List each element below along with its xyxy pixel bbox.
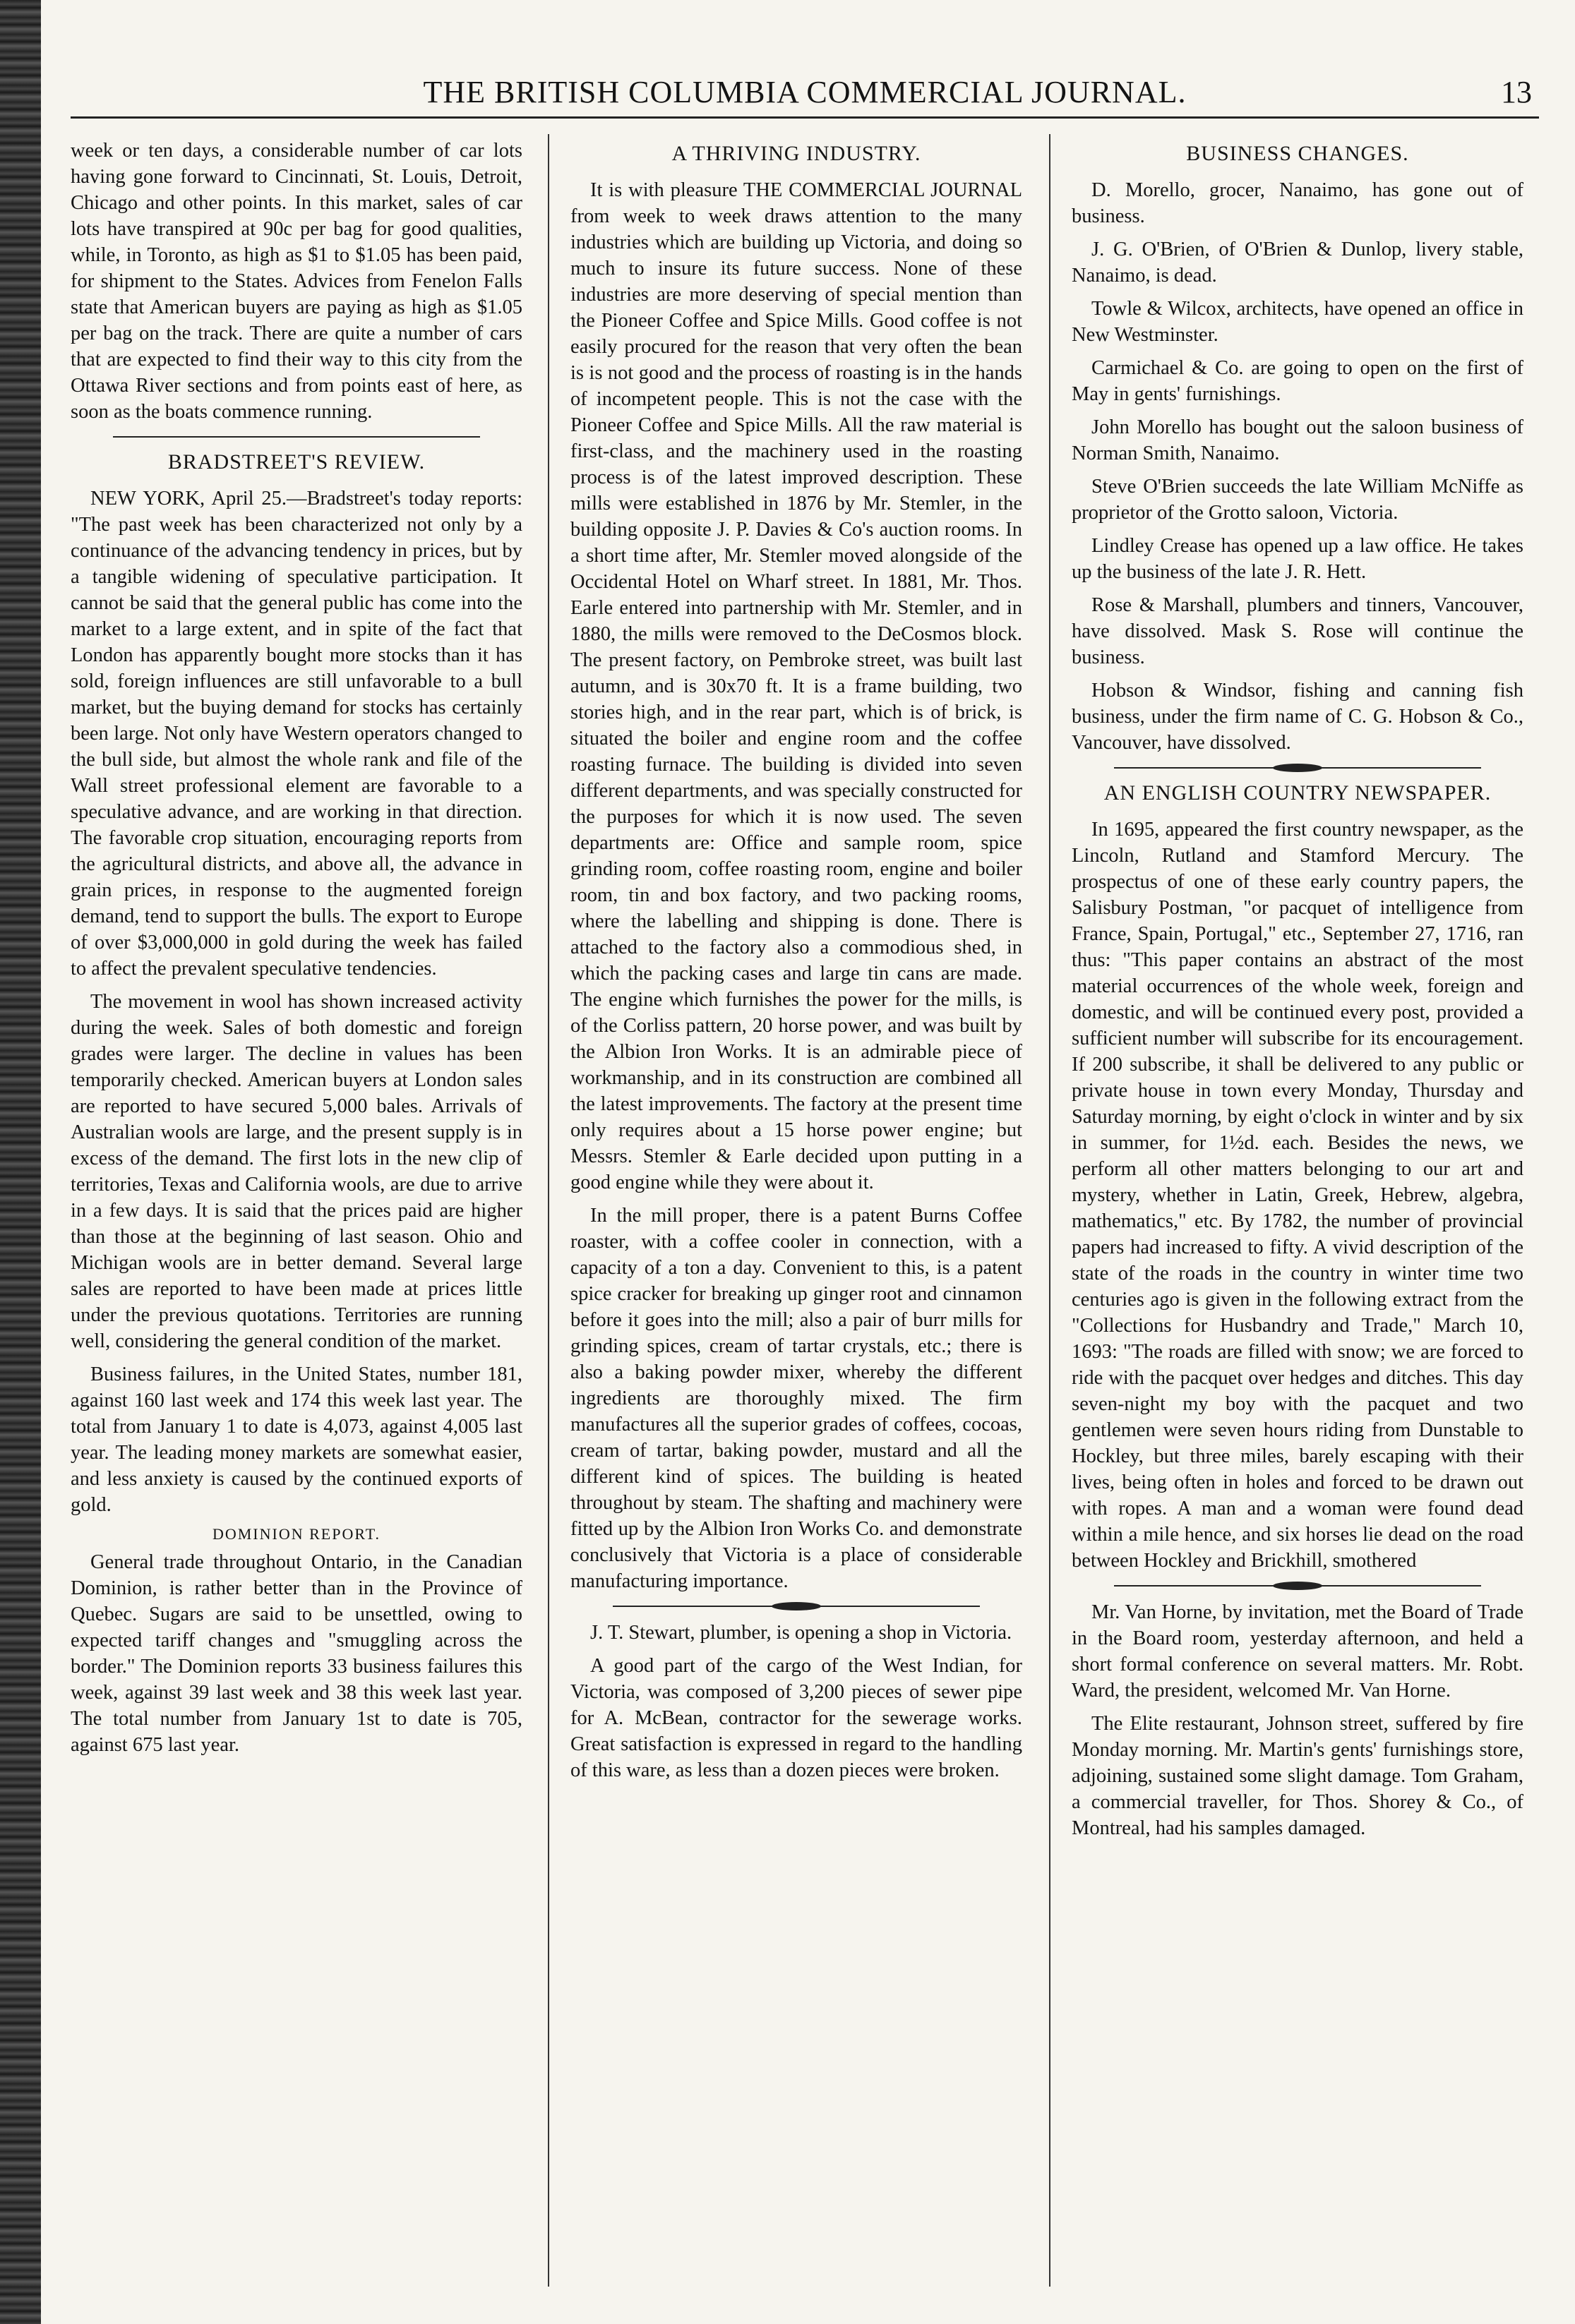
thriving-paragraph-2: In the mill proper, there is a patent Burns Coffee roaster, with a coffee cooler in connection, with a capacity of a ton a day. Convenient to this, is a patent spice cracker for breaking up ginger root and cinnamon before it goes into the mill; also a pair of burr mills for grinding spices, cream of tartar crystals, etc.; there is also a baking powder mixer, whereby the different ingredients are thoroughly mixed. The firm manufactures all the superior grades of coffees, cocoas, cream of tartar, baking powder, mustard and all the different kind of spices. The building is heated throughout by steam. The shafting and machinery were fitted up by the Albion Iron Works Co. and demonstrate conclusively that Victoria is a place of considerable manufacturing importance. bbox=[570, 1205, 1022, 1592]
potato-market-paragraph: week or ten days, a considerable number of car lots having gone forward to Cincinnati, St. Louis, Detroit, Chicago and other points. In this market, sales of car lots have transpired at 90c per bag for good qualities, while, in Toronto, as high as $1 to $1.05 has been paid, for shipment to the States. Advices from Fenelon Falls state that American buyers are paying as high as $1.05 per bag on the track. There are quite a number of cars that are expected to find their way to this city from the Ottawa River sections and from points east of here, as soon as the boats commence running. bbox=[71, 140, 522, 423]
heading-business-changes: BUSINESS CHANGES. bbox=[1186, 142, 1409, 165]
bradstreet-paragraph-1: NEW YORK, April 25.—Bradstreet's today reports: "The past week has been characterized not only by a continuance of the advancing tendency in prices, but by a tangible widening of speculative participation. It cannot be said that the general public has come into the market to a large extent, and in spite of the fact that London has apparently bought more stocks than it has sold, foreign influences are still unfavorable to a bull market, but the buying demand for stocks has certainly been large. Not only have Western operators changed to the bull side, but almost the whole rank and file of the Wall street professional element are favorable to a speculative advance, and are working in that direction. The favorable crop situation, encouraging reports from the agricultural districts, and above all, the advance in grain prices, in response to the augmented foreign demand, tend to support the bulls. The export to Europe of over $3,000,000 in gold during the week has failed to affect the prevalent speculative tendencies. bbox=[71, 488, 522, 980]
heading-dominion-report: DOMINION REPORT. bbox=[212, 1525, 381, 1543]
business-change-item: Lindley Crease has opened up a law office. He takes up the business of the late J. R. Hett. bbox=[1072, 535, 1523, 583]
business-change-item: Hobson & Windsor, fishing and canning fish business, under the firm name of C. G. Hobson & Co., Vancouver, have dissolved. bbox=[1072, 680, 1523, 754]
column-rule-left bbox=[548, 134, 549, 2287]
stewart-paragraph: J. T. Stewart, plumber, is opening a shop in Victoria. bbox=[590, 1622, 1012, 1644]
business-change-item: Towle & Wilcox, architects, have opened an office in New Westminster. bbox=[1072, 298, 1523, 346]
heading-thriving-industry: A THRIVING INDUSTRY. bbox=[671, 142, 921, 165]
thriving-paragraph-1: It is with pleasure THE COMMERCIAL JOURNAL from week to week draws attention to the many industries which are building up Victoria, and doing so much to insure its future success. None of these industries are more deserving of special mention than the Pioneer Coffee and Spice Mills. Good coffee is not easily procured for the reason that very often the bean is is not good and the process of roasting is in the hands of incompetent people. This is not the case with the Pioneer Coffee and Spice Mills. All the raw material is first-class, and the machinery used in the roasting process is of the latest improved description. These mills were established in 1876 by Mr. Stemler, in the building opposite J. P. Davies & Co's auction rooms. In a short time after, Mr. Stemler moved alongside of the Occidental Hotel on Wharf street. In 1881, Mr. Thos. Earle entered into partnership with Mr. Stemler, and in 1880, the mills were removed to the DeCosmos block. The present factory, on Pembroke street, was built last autumn, and is 30x70 ft. It is a frame building, two stories high, and in the rear part, which is of brick, is situated the boiler and engine room and the coffee roasting furnace. The building is divided into seven different departments, and was specially constructed for the purposes for which it is now used. The seven departments are: Office and sample room, spice grinding room, coffee roasting room, engine and boiler room, tin and box factory, and two packing rooms, where the labelling and shipping is done. There is attached to the factory also a commodious shed, in which the packing cases and large tin cans are made. The engine which furnishes the power for the mills, is of the Corliss pattern, 20 horse power, and was built by the Albion Iron Works. It is an admirable piece of workmanship, and in its construction are combined all the latest improvements. The factory at the present time only requires about a 15 horse power engine; but Messrs. Stemler & Earle decided upon putting in a good engine while they were about it. bbox=[570, 179, 1022, 1193]
business-change-item: John Morello has bought out the saloon business of Norman Smith, Nanaimo. bbox=[1072, 416, 1523, 464]
column-1 bbox=[71, 138, 522, 2283]
english-newspaper-paragraph: In 1695, appeared the first country newspaper, as the Lincoln, Rutland and Stamford Mercury. The prospectus of one of these early country papers, the Salisbury Postman, "or pacquet of intelligence from France, Spain, Portugal," etc., September 27, 1716, ran thus: "This paper contains an abstract of the most material occurrences of the whole week, foreign and domestic, and will be continued every post, provided a sufficient number will subscribe for its encouragement. If 200 subscribe, it shall be delivered to any public or private house in town every Monday, Thursday and Saturday morning, by eight o'clock in winter and by six in summer, for 1½d. each. Besides the news, we perform all other matters belonging to our art and mystery, whether in Latin, Greek, Hebrew, algebra, mathematics," etc. By 1782, the number of provincial papers had increased to fifty. A vivid description of the state of the roads in the country in winter time two centuries ago is given in the following extract from the "Collections for Husbandry and Trade," March 10, 1693: "The roads are filled with snow; we are forced to ride with the pacquet over hedges and ditches. This day seven-night my boy with the pacquet and two gentlemen were seven hours riding from Dunstable to Hockley, but three miles, barely escaping with their lives, being often in holes and forced to be drawn out with ropes. A man and a woman were found dead within a mile hence, and six horses lie dead on the road between Hockley and Brickhill, smothered bbox=[1072, 819, 1523, 1572]
separator bbox=[113, 436, 480, 438]
page-number: 13 bbox=[1501, 75, 1532, 109]
bradstreet-paragraph-3: Business failures, in the United States, number 181, against 160 last week and 174 this week last year. The total from January 1 to date is 4,073, against 4,005 last year. The leading money markets are somewhat easier, and less anxiety is caused by the continued exports of gold. bbox=[71, 1363, 522, 1516]
heading-bradstreets-review: BRADSTREET'S REVIEW. bbox=[167, 450, 426, 474]
running-title: THE BRITISH COLUMBIA COMMERCIAL JOURNAL. bbox=[423, 75, 1187, 109]
column-rule-right bbox=[1049, 134, 1050, 2287]
separator bbox=[1114, 767, 1481, 769]
bradstreet-paragraph-2: The movement in wool has shown increased activity during the week. Sales of both domestic and foreign grades were larger. The decline in values has been temporarily checked. American buyers at London sales are reported to have secured 5,000 bales. Arrivals of Australian wools are large, and the present supply is in excess of the demand. The first lots in the new clip of territories, Texas and California wools, are due to arrive in a few days. It is said that the prices paid are higher than those at the beginning of last season. Ohio and Michigan wools are in better demand. Several large sales are reported to have been made at prices little under the previous quotations. Territories are running well, considering the general condition of the market. bbox=[71, 991, 522, 1352]
page-binding-edge bbox=[0, 0, 41, 2324]
heading-english-country-newspaper: AN ENGLISH COUNTRY NEWSPAPER. bbox=[1103, 781, 1492, 805]
separator bbox=[1114, 1585, 1481, 1587]
dominion-paragraph: General trade throughout Ontario, in the Canadian Dominion, is rather better than in the Province of Quebec. Sugars are said to be unsettled, owing to expected tariff changes and "smuggling across the border." The Dominion reports 33 business failures this week, against 39 last week and 38 this week last year. The total number from January 1st to date is 705, against 675 last year. bbox=[71, 1551, 522, 1756]
separator bbox=[613, 1606, 980, 1607]
business-change-item: Rose & Marshall, plumbers and tinners, Vancouver, have dissolved. Mask S. Rose will continue the business. bbox=[1072, 594, 1523, 668]
column-3 bbox=[1072, 138, 1523, 2283]
business-change-item: D. Morello, grocer, Nanaimo, has gone out of business. bbox=[1072, 179, 1523, 227]
newspaper-page bbox=[71, 0, 1539, 2324]
van-horne-paragraph: Mr. Van Horne, by invitation, met the Board of Trade in the Board room, yesterday afternoon, and held a short formal conference on several matters. Mr. Robt. Ward, the president, welcomed Mr. Van Horne. bbox=[1072, 1601, 1523, 1702]
business-change-item: Steve O'Brien succeeds the late William McNiffe as proprietor of the Grotto saloon, Victoria. bbox=[1072, 476, 1523, 524]
column-2 bbox=[570, 138, 1022, 2283]
running-head bbox=[71, 74, 1539, 119]
business-change-item: J. G. O'Brien, of O'Brien & Dunlop, livery stable, Nanaimo, is dead. bbox=[1072, 239, 1523, 287]
business-change-item: Carmichael & Co. are going to open on the first of May in gents' furnishings. bbox=[1072, 357, 1523, 405]
elite-restaurant-paragraph: The Elite restaurant, Johnson street, suffered by fire Monday morning. Mr. Martin's gents' furnishings store, adjoining, sustained some slight damage. Tom Graham, a commercial traveller, for Thos. Shorey & Co., of Montreal, had his samples damaged. bbox=[1072, 1713, 1523, 1839]
cargo-paragraph: A good part of the cargo of the West Indian, for Victoria, was composed of 3,200 pieces of sewer pipe for A. McBean, contractor for the sewerage works. Great satisfaction is expressed in regard to the handling of this ware, as less than a dozen pieces were broken. bbox=[570, 1655, 1022, 1781]
